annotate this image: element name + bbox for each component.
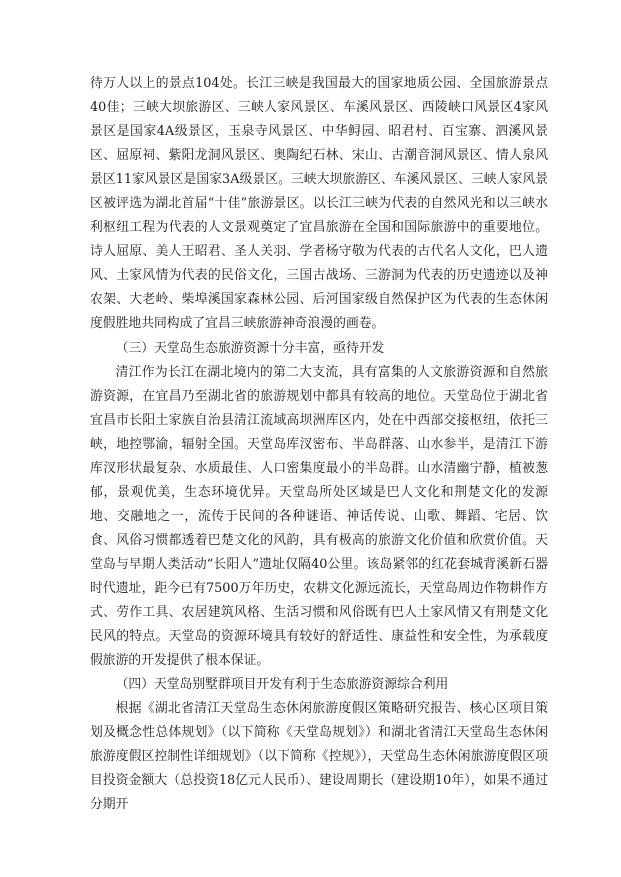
section-heading-4: （四）天堂岛别墅群项目开发有利于生态旅游资源综合利用 — [115, 677, 449, 693]
paragraph-tiantang-island-resources: 清江作为长江在湖北境内的第二大支流，具有富集的人文旅游资源和自然旅游资源，在宜昌乃至湖北省的旅游规划中都具有较高的地位。天堂岛位于湖北省宜昌市长阳土家族自治县清江流域高坝洲库区内，处在中西部交接枢纽，依托三峡，地控鄂渝，辐射全国。天堂岛库汊密布、半岛群落、山水参半，是清江下游库汊形状最复杂、水质最佳、人口密集度最小的半岛群。山水清幽宁静，植被葱郁，景观优美，生态环境优异。天堂岛所处区域是巴人文化和荆楚文化的发源地、交融地之一，流传于民间的各种谜语、神话传说、山歌、舞蹈、宅居、饮食、风俗习惯都透着巴楚文化的风韵，具有极高的旅游文化价值和欣赏价值。天堂岛与早期人类活动“长阳人”遗址仅隔40公里。该岛紧邻的红花套城背溪新石器时代遗址，距今已有7500万年历史，农耕文化源远流长，天堂岛周边作物耕作方式、劳作工具、农居建筑风格、生活习惯和风俗既有巴人土家风情又有荆楚文化民风的特点。天堂岛的资源环境具有较好的舒适性、康益性和安全性，为承载度假旅游的开发提供了根本保证。 — [90, 364, 548, 669]
paragraph-villa-project-plan: 根据《湖北省清江天堂岛生态休闲旅游度假区策略研究报告、核心区项目策划及概念性总体规划》（以下简称《天堂岛规划》）和湖北省清江天堂岛生态休闲旅游度假区控制性详细规划》（以下简称《控规》），天堂岛生态休闲旅游度假区项目投资金额大（总投资18亿元人民币）、建设周期长（建设期10年），如果不通过分期开 — [90, 701, 548, 813]
body-text — [90, 72, 548, 817]
section-heading-3: （三）天堂岛生态旅游资源十分丰富，亟待开发 — [115, 340, 385, 356]
paragraph-yichang-scenic-spots: 待万人以上的景点104处。长江三峡是我国最大的国家地质公园、全国旅游景点40佳；三峡大坝旅游区、三峡人家风景区、车溪风景区、西陵峡口风景区4家风景区是国家4A级景区，玉泉寺风景区、中华鲟园、昭君村、百宝寨、泗溪风景区、屈原祠、紫阳龙洞风景区、奥陶纪石林、宋山、古潮音洞风景区、情人泉风景区11家风景区是国家3A级景区。三峡大坝旅游区、车溪风景区、三峡人家风景区被评选为湖北首届“十佳”旅游景区。以长江三峡为代表的自然风光和以三峡水利枢纽工程为代表的人文景观奠定了宜昌旅游在全国和国际旅游中的重要地位。诗人屈原、美人王昭君、圣人关羽、学者杨守敬为代表的古代名人文化，巴人遗风、土家风情为代表的民俗文化，三国古战场、三游洞为代表的历史遗迹以及神农架、大老岭、柴埠溪国家森林公园、后河国家级自然保护区为代表的生态休闲度假胜地共同构成了宜昌三峡旅游神奇浪漫的画卷。 — [90, 76, 548, 332]
